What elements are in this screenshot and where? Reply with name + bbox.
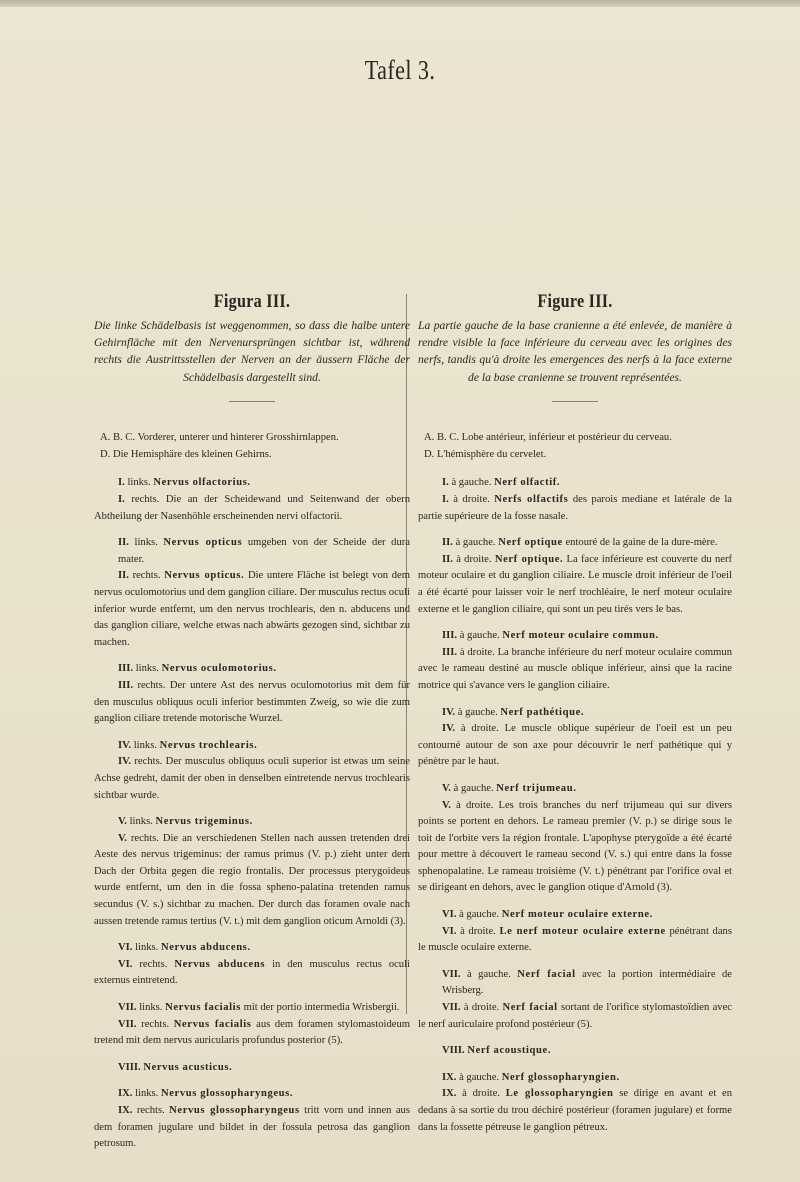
scan-edge — [0, 0, 800, 7]
nerve-name: Nervus facialis — [165, 1002, 241, 1014]
nerve-entry — [418, 535, 732, 618]
nerve-entry-head — [94, 475, 410, 492]
nerve-entry-body — [94, 1103, 410, 1153]
nerve-description: Die an verschiedenen Stellen nach aussen tretenden drei Aeste des nervus trigeminus: der ramus primus (V. p.) zieht unter dem Dach der Orbita gegen die regio frontalis. Der processus pterygoideus wurde entfernt, um den in die fossa spheno-palatina tretenden ramus secundus (V. s.) sichtbar zu machen. Der durch das foramen ovale nach aussen tretende ramus tertius (V. t.) mit dem ganglion oticum Arnoldi (3). — [94, 832, 410, 927]
nerve-entry-head — [418, 1070, 732, 1087]
nerve-entry-body — [94, 568, 410, 651]
side-label: à gauche. — [453, 782, 494, 794]
nerve-description: La branche inférieure du nerf moteur oculaire commun avec le rameau destiné au muscle oblique inférieur, ainsi que la racine motrice qui s'avance vers le ganglion ciliaire. — [418, 646, 733, 691]
side-label: à droite. — [463, 1002, 500, 1014]
nerve-name: Nervus glossopharyngeus. — [161, 1088, 294, 1100]
nerve-number: V. — [442, 799, 451, 811]
nerve-entry — [94, 1000, 410, 1050]
nerve-entry-head — [94, 1000, 410, 1017]
plate-title: Tafel 3. — [364, 55, 436, 85]
nerve-entry — [94, 738, 410, 804]
nerve-entry — [418, 475, 732, 525]
right-column — [418, 291, 733, 1146]
nerve-entries — [418, 475, 732, 1136]
nerve-entry-head — [94, 661, 410, 678]
nerve-entry-head — [94, 814, 410, 831]
nerve-number: IX. — [118, 1088, 133, 1100]
nerve-name: Nervus opticus. — [164, 570, 245, 582]
nerve-name: Nerf trijumeau. — [496, 782, 577, 794]
nerve-description: Der untere Ast des nervus oculomotorius mit dem für den musculus obliquus oculi inferior bestimmten Zweig, so wie die zum ganglion ciliare tretende motorische Wurzel. — [94, 679, 410, 725]
short-rule — [229, 401, 275, 402]
nerve-number: V. — [118, 832, 127, 844]
figure-title-french: Figure III. — [537, 291, 613, 312]
side-label: links. — [139, 1002, 163, 1014]
nerve-number: I. — [442, 477, 449, 489]
nerve-entry — [94, 535, 410, 651]
nerve-description: sortant de l'orifice stylomastoïdien avec le nerf auriculaire profond postérieur (5). — [418, 1002, 732, 1030]
nerve-name: Nervus olfactorius. — [153, 477, 251, 489]
nerve-description: in den musculus rectus oculi externus eintretend. — [94, 958, 410, 987]
nerve-name: Nerf moteur oculaire commun. — [502, 630, 659, 642]
nerve-entry-head — [418, 705, 732, 722]
nerve-description: Die an der Scheidewand und Seitenwand der obern Abtheilung der Nasenhöhle erscheinenden nervi olfactorii. — [94, 494, 410, 522]
figure-intro-french: La partie gauche de la base cranienne a été enlevée, de manière à rendre visible la face inférieure du cerveau avec les origines des nerfs, tandis qu'à droite les emergences des nerfs à la face externe de la base cranienne se trouvent représentées. — [418, 318, 732, 384]
side-label: à droite. — [456, 553, 492, 565]
side-label: à gauche. — [455, 537, 496, 549]
side-label: à droite. — [459, 646, 495, 658]
side-label: à droite. — [462, 1088, 500, 1100]
nerve-name: Nerf olfactif. — [494, 477, 561, 489]
nerve-entry-head — [94, 738, 410, 755]
lobe-legend-line: A. B. C. Vorderer, unterer und hinterer Grosshirnlappen. — [100, 432, 339, 444]
side-label: links. — [135, 942, 159, 954]
nerve-entry — [418, 1043, 732, 1060]
nerve-number: VIII. — [118, 1061, 141, 1073]
nerve-name: Le glossopharyngien — [505, 1088, 614, 1100]
nerve-number: III. — [118, 663, 134, 675]
nerve-number: II. — [118, 537, 129, 549]
side-label: à droite. — [460, 925, 496, 937]
nerve-entry-body — [94, 957, 410, 990]
side-label: rechts. — [134, 756, 163, 768]
nerve-number: IX. — [442, 1088, 457, 1100]
side-label: rechts. — [132, 570, 161, 582]
nerve-name: Nerf facial — [502, 1002, 558, 1014]
nerve-number: IX. — [118, 1105, 133, 1116]
nerve-number: V. — [118, 816, 127, 828]
nerve-entry — [418, 781, 732, 897]
side-label: à gauche. — [457, 706, 498, 718]
nerve-entry-head — [418, 628, 732, 645]
nerve-name: Nerf moteur oculaire externe. — [501, 909, 653, 921]
nerve-entry-body — [94, 1017, 410, 1050]
side-label: rechts. — [130, 832, 159, 844]
nerve-entry-head — [418, 907, 732, 924]
nerve-entry-body — [418, 1000, 732, 1033]
nerve-number: VI. — [118, 942, 133, 954]
nerve-name: Nervus abducens. — [161, 942, 251, 954]
nerve-description: se dirige en avant et en dedans à sa sortie du trou déchiré postérieur (foramen jugulare) et forme dans la fossette pétreuse le ganglion pétreux. — [418, 1088, 732, 1133]
nerve-number: III. — [442, 646, 458, 658]
nerve-name: Nerf glossopharyngien. — [501, 1071, 620, 1083]
nerve-entry-body — [418, 798, 732, 898]
nerve-number: IX. — [442, 1071, 457, 1083]
nerve-entry-head — [418, 967, 732, 1000]
nerve-name: Nervus trochlearis. — [159, 739, 258, 751]
nerve-entry-body — [94, 754, 410, 804]
nerve-name: Nervus trigeminus. — [155, 816, 253, 828]
nerve-entry-head — [418, 1043, 732, 1060]
nerve-entry — [94, 1086, 410, 1152]
nerve-note: entouré de la gaine de la dure-mère. — [565, 537, 718, 549]
nerve-name: Nerfs olfactifs — [494, 494, 569, 505]
side-label: à droite. — [456, 799, 494, 811]
lobe-legend — [418, 430, 732, 463]
nerve-name: Nerf optique — [498, 537, 563, 549]
nerve-name: Nerf pathétique. — [500, 706, 585, 718]
nerve-entry-head — [418, 535, 732, 552]
nerve-entry — [418, 705, 732, 771]
side-label: à gauche. — [459, 909, 500, 921]
left-column — [94, 291, 411, 1163]
nerve-entry — [94, 661, 410, 727]
nerve-entry-head — [94, 1086, 410, 1103]
nerve-entry-body — [418, 552, 732, 618]
nerve-entry-body — [418, 492, 732, 525]
nerve-number: VIII. — [442, 1045, 465, 1057]
nerve-entry — [94, 940, 410, 990]
nerve-description: La face inférieure est couverte du nerf moteur oculaire et du ganglion ciliaire. Le muscle droit inférieur de l'oeil a été écarté pour laisser voir le nerf trochléaire, le nerf moteur oculaire externe et le ganglion ciliaire, qui sont un peu tirés vers le bas. — [418, 553, 733, 615]
nerve-name: Nervus abducens — [174, 958, 266, 970]
nerve-number: VII. — [442, 968, 461, 980]
nerve-entry-head — [418, 781, 732, 798]
nerve-name: Nervus glossopharyngeus — [169, 1105, 300, 1116]
nerve-name: Nerf facial — [517, 968, 576, 980]
nerve-number: III. — [118, 679, 134, 691]
nerve-number: IV. — [118, 739, 132, 751]
nerve-number: VII. — [118, 1018, 137, 1030]
side-label: rechts. — [136, 1105, 165, 1116]
lobe-legend-line: D. Die Hemisphäre des kleinen Gehirns. — [100, 448, 272, 460]
short-rule — [552, 401, 598, 402]
nerve-entry-body — [418, 721, 732, 771]
nerve-entry — [94, 1060, 410, 1077]
nerve-number: IV. — [442, 706, 456, 718]
side-label: links. — [133, 739, 157, 751]
nerve-entry-body — [94, 492, 410, 525]
nerve-description: Le muscle oblique supérieur de l'oeil est un peu contourné autour de son axe pour découvrir le nerf pathétique qui y pénètre par le haut. — [418, 723, 732, 768]
nerve-description: pénétrant dans le muscle oculaire externe. — [418, 925, 732, 954]
nerve-number: VI. — [118, 958, 133, 970]
nerve-entry — [94, 475, 410, 525]
side-label: links. — [134, 537, 158, 549]
nerve-number: I. — [118, 477, 125, 489]
side-label: à gauche. — [459, 630, 500, 642]
side-label: links. — [135, 663, 159, 675]
nerve-number: II. — [442, 553, 453, 565]
side-label: rechts. — [137, 679, 166, 691]
nerve-number: VI. — [442, 909, 457, 921]
nerve-name: Nerf acoustique. — [467, 1045, 552, 1057]
nerve-number: I. — [118, 494, 125, 505]
nerve-entries — [94, 475, 410, 1152]
side-label: rechts. — [139, 958, 168, 970]
nerve-number: V. — [442, 782, 451, 794]
side-label: à gauche. — [451, 477, 492, 489]
lobe-legend — [94, 430, 410, 463]
nerve-entry-body — [418, 924, 732, 957]
nerve-number: IV. — [442, 723, 456, 735]
lobe-legend-line: A. B. C. Lobe antérieur, inférieur et postérieur du cerveau. — [424, 432, 672, 444]
nerve-note: umgeben von der Scheide der dura mater. — [118, 537, 411, 565]
nerve-name: Nervus facialis — [173, 1018, 252, 1030]
side-label: links. — [127, 477, 151, 489]
figure-intro-german: Die linke Schädelbasis ist weggenommen, so dass die halbe untere Gehirnfläche mit den Nervenursprüngen sichtbar ist, während rechts die Austrittsstellen der Nerven an der äussern Fläche der Schädelbasis dargestellt sind. — [94, 318, 410, 384]
nerve-description: tritt vorn und innen aus dem foramen jugulare und bildet in der fossula petrosa das ganglion petrosum. — [94, 1105, 410, 1150]
nerve-description: Les trois branches du nerf trijumeau qui sur divers points se portent en dehors. Le rameau premier (V. p.) se dirige sous le toit de l'orbite vers la région frontale. L'apophyse pterygoïde a été écarté pour mettre à découvert le rameau second (V. s.) qui entre dans la fosse sphenopalatine. Le rameau troisième (V. t.) pénétrant par l'orifice oval et se dirigeant en dehors, avec le ganglion otique d'Arnold (3). — [418, 799, 733, 894]
nerve-number: II. — [442, 537, 453, 549]
nerve-number: II. — [118, 570, 129, 582]
nerve-entry-head — [94, 1060, 410, 1077]
nerve-entry — [94, 814, 410, 930]
nerve-name: Nervus acusticus. — [143, 1061, 233, 1073]
side-label: à droite. — [460, 723, 499, 735]
side-label: rechts. — [141, 1018, 170, 1030]
nerve-entry-body — [94, 678, 410, 728]
nerve-entry-body — [94, 831, 410, 931]
nerve-number: I. — [442, 494, 449, 505]
side-label: à gauche. — [459, 1071, 500, 1083]
nerve-description: Die untere Fläche ist belegt von dem nervus oculomotorius und dem ganglion ciliare. Der musculus rectus oculi inferior wurde entfernt, um den nervus trochlearis, den n. abducens und das ganglion ciliare, welche etwas nach abwärts gezogen sind, sichtbar zu machen. — [94, 570, 410, 648]
nerve-number: VII. — [442, 1002, 461, 1014]
figure-title-german: Figura III. — [213, 291, 291, 312]
nerve-number: III. — [442, 630, 458, 642]
nerve-description: aus dem foramen stylomastoideum tretend mit dem nervus auricularis profundus posterior (5). — [94, 1018, 411, 1047]
side-label: links. — [135, 1088, 159, 1100]
nerve-entry — [418, 967, 732, 1033]
nerve-name: Nervus oculomotorius. — [161, 663, 277, 675]
nerve-number: VII. — [118, 1002, 137, 1014]
side-label: à gauche. — [467, 968, 511, 980]
nerve-entry-head — [94, 535, 410, 568]
nerve-description: Der musculus obliquus oculi superior ist etwas um seine Achse gedreht, damit der oben in denselben eintretende nervus trochlearis sichtbar wurde. — [94, 756, 410, 801]
side-label: links. — [129, 816, 153, 828]
nerve-note: avec la portion intermédiaire de Wrisberg. — [442, 968, 732, 997]
nerve-name: Nervus opticus — [163, 537, 243, 549]
nerve-name: Nerf optique. — [494, 553, 564, 565]
nerve-number: VI. — [442, 925, 457, 937]
nerve-entry — [418, 907, 732, 957]
nerve-entry-body — [418, 645, 732, 695]
lobe-legend-line: D. L'hémisphère du cervelet. — [424, 448, 547, 460]
nerve-note: mit der portio intermedia Wrisbergii. — [243, 1002, 400, 1014]
nerve-number: IV. — [118, 756, 132, 768]
nerve-description: des parois mediane et latérale de la partie supérieure de la fosse nasale. — [418, 494, 733, 522]
nerve-entry-body — [418, 1086, 732, 1136]
side-label: à droite. — [453, 494, 490, 505]
side-label: rechts. — [131, 494, 160, 505]
nerve-entry — [418, 1070, 732, 1136]
nerve-entry-head — [418, 475, 732, 492]
nerve-entry-head — [94, 940, 410, 957]
nerve-entry — [418, 628, 732, 694]
nerve-name: Le nerf moteur oculaire externe — [499, 925, 666, 937]
